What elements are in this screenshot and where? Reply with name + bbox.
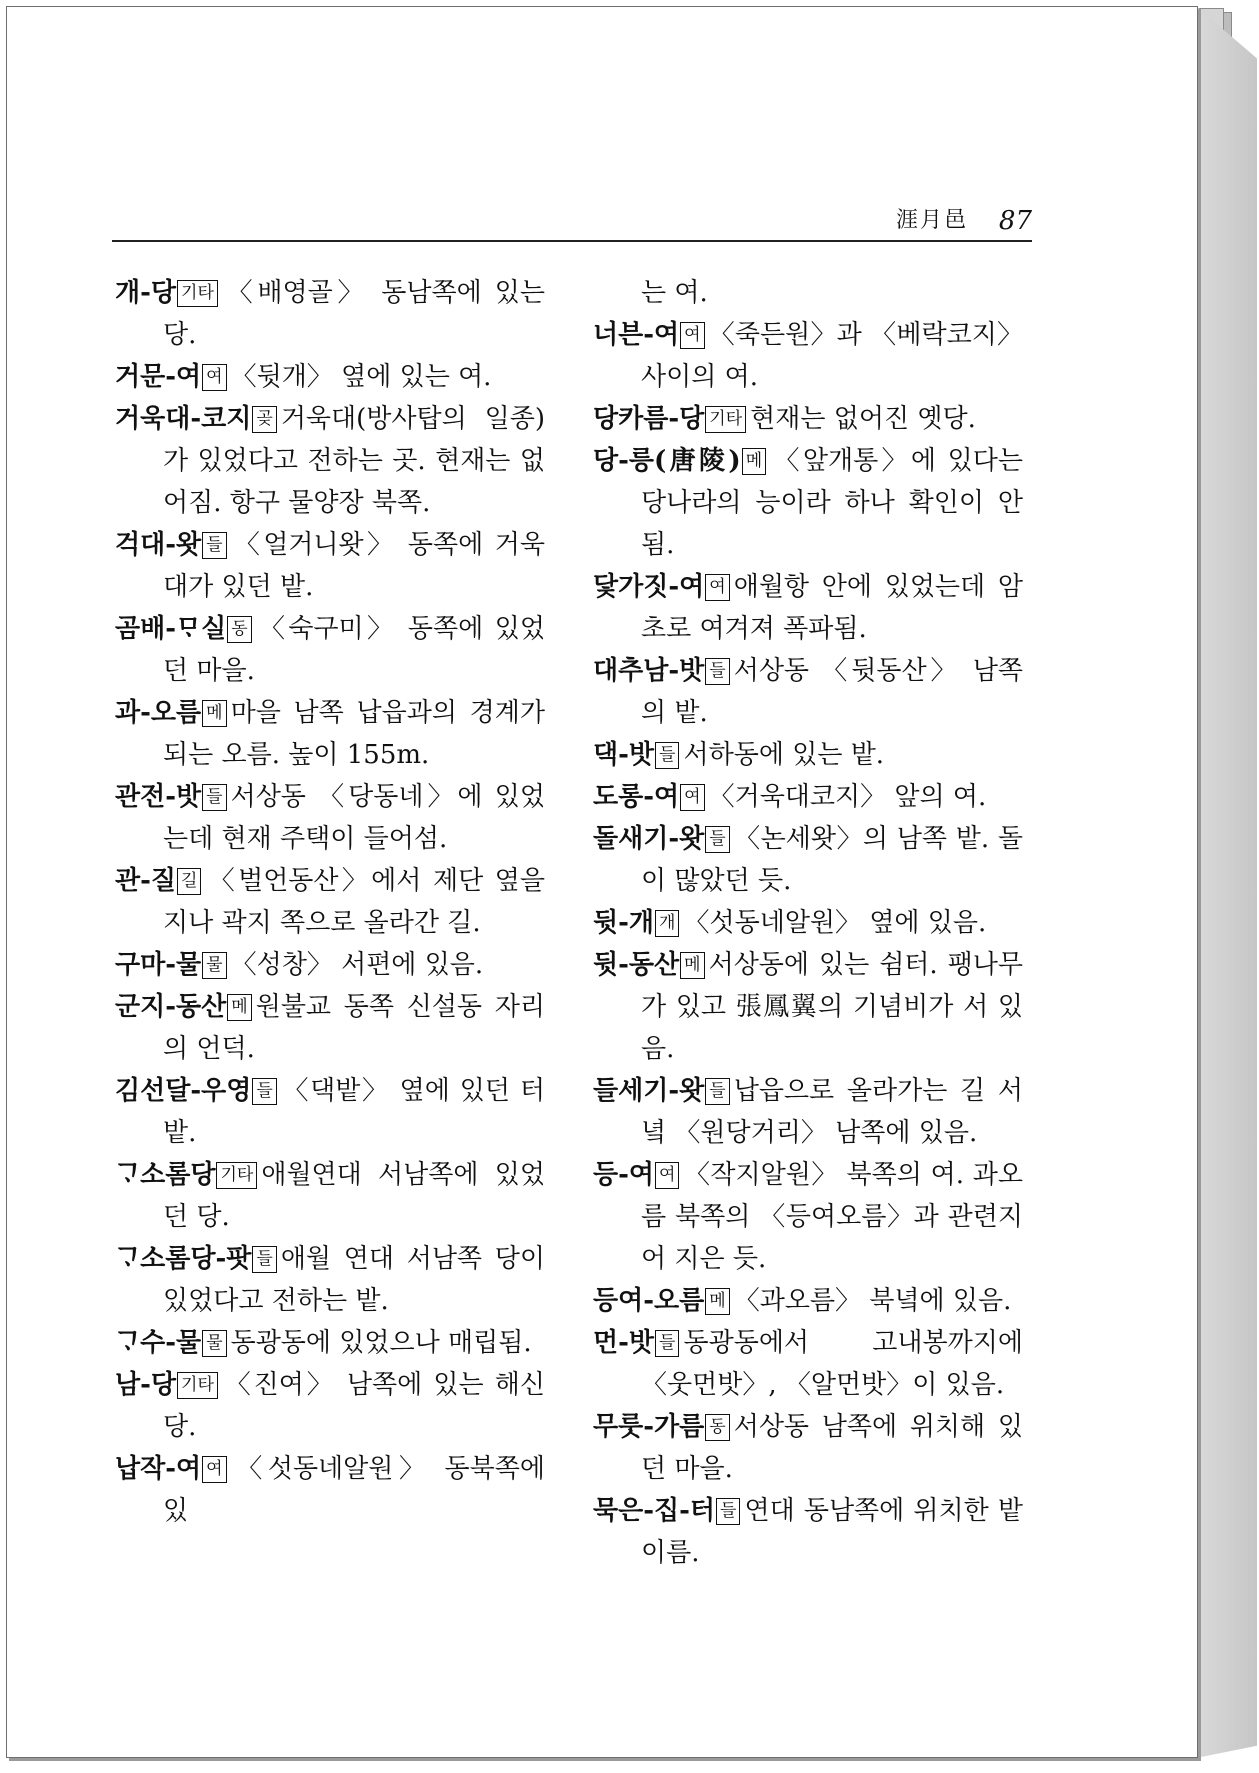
dictionary-entry [593, 1280, 1023, 1322]
dictionary-entry [593, 1490, 1023, 1574]
entry-definition: 〈죽든원〉과 〈베락코지〉 사이의 여. [641, 320, 1023, 392]
entry-headword: 남-당 [115, 1370, 177, 1400]
entry-definition: 애월항 안에 있었는데 암초로 여겨져 폭파됨. [641, 572, 1023, 644]
category-badge: 물 [202, 952, 226, 979]
dictionary-entry [593, 650, 1023, 734]
entry-definition: 서하동에 있는 밭. [683, 740, 885, 770]
chapter-title: 涯月邑 [895, 208, 968, 233]
entry-definition: 거욱대(방사탑의 일종)가 있었다고 전하는 곳. 현재는 없어짐. 항구 물양장 북쪽. [163, 404, 545, 518]
entry-definition: 〈섯동네알원〉 동북쪽에 있 [163, 1454, 545, 1526]
category-badge: 동 [227, 616, 251, 643]
entry-headword: 당카름-당 [593, 404, 705, 434]
category-badge: 메 [705, 1288, 729, 1315]
dictionary-entry [115, 1364, 545, 1448]
dictionary-entry [593, 566, 1023, 650]
running-header [112, 190, 1032, 242]
entry-definition: 〈댁밭〉 옆에 있던 터밭. [163, 1076, 545, 1148]
category-badge: 여 [705, 574, 729, 601]
book-edge [1196, 6, 1257, 1758]
dictionary-entry [115, 860, 545, 944]
entry-definition: 〈뒷개〉 옆에 있는 여. [230, 362, 492, 392]
dictionary-entry [115, 608, 545, 692]
entry-headword: 먼-밧 [593, 1328, 655, 1358]
dictionary-entry [593, 398, 1023, 440]
entry-definition: 애월 연대 서남쪽 당이 있었다고 전하는 밭. [163, 1244, 545, 1316]
category-badge: 여 [202, 364, 226, 391]
dictionary-entry [593, 1322, 1023, 1406]
category-badge: 여 [680, 322, 704, 349]
dictionary-entry [593, 944, 1023, 1070]
entry-headword: 대추남-밧 [593, 656, 705, 686]
category-badge: 들 [705, 658, 729, 685]
entry-headword: 묵은-집-터 [593, 1496, 716, 1526]
entry-headword: 김선달-우영 [115, 1076, 252, 1106]
entry-headword: 관전-밧 [115, 782, 202, 812]
dictionary-entry [115, 1154, 545, 1238]
page-number: 87 [998, 206, 1032, 236]
entry-headword: 들세기-왓 [593, 1076, 705, 1106]
category-badge: 메 [742, 448, 766, 475]
dictionary-entry [115, 1238, 545, 1322]
entry-definition: 동광동에 있었으나 매립됨. [230, 1328, 532, 1358]
category-badge: 기타 [705, 406, 746, 433]
entry-definition: 〈섯동네알원〉 옆에 있음. [683, 908, 987, 938]
entry-definition: 〈벌언동산〉에서 제단 옆을 지나 곽지 쪽으로 올라간 길. [163, 866, 545, 938]
entry-headword: 개-당 [115, 278, 177, 308]
dictionary-entry [593, 440, 1023, 566]
category-badge: 들 [716, 1498, 740, 1525]
entry-definition: 〈과오름〉 북녘에 있음. [733, 1286, 1012, 1316]
dictionary-entry [115, 692, 545, 776]
dictionary-entry [115, 398, 545, 524]
entry-headword: 군지-동산 [115, 992, 227, 1022]
entry-definition: 서상동 남쪽에 위치해 있던 마을. [641, 1412, 1023, 1484]
entry-definition: 〈배영골〉 동남쪽에 있는 당. [163, 278, 545, 350]
category-badge: 메 [680, 952, 704, 979]
entry-headword: 거욱대-코지 [115, 404, 252, 434]
dictionary-entry [593, 818, 1023, 902]
entry-definition: 〈거욱대코지〉 앞의 여. [708, 782, 987, 812]
entry-headword: 뒷-동산 [593, 950, 680, 980]
entry-headword: 과-오름 [115, 698, 202, 728]
entry-definition: 〈숙구미〉 동쪽에 있었던 마을. [163, 614, 545, 686]
dictionary-entry [115, 944, 545, 986]
entry-headword: 돌새기-왓 [593, 824, 705, 854]
entry-definition: 〈논세왓〉의 남쪽 밭. 돌이 많았던 듯. [641, 824, 1023, 896]
dictionary-entry [115, 1070, 545, 1154]
entry-definition: 서상동 〈당동네〉에 있었는데 현재 주택이 들어섬. [163, 782, 545, 854]
entry-definition: 〈얼거니왓〉 동쪽에 거욱대가 있던 밭. [163, 530, 545, 602]
category-badge: 길 [177, 868, 201, 895]
entry-definition: 〈앞개통〉에 있다는 당나라의 능이라 하나 확인이 안됨. [641, 446, 1023, 560]
dictionary-entry [593, 314, 1023, 398]
category-badge: 동 [705, 1414, 729, 1441]
dictionary-entry [115, 1448, 545, 1532]
entry-definition: 동광동에서 고내봉까지에 〈웃먼밧〉, 〈알먼밧〉이 있음. [641, 1328, 1023, 1400]
left-column [115, 272, 545, 1532]
entry-headword: 댁-밧 [593, 740, 655, 770]
entry-headword: ᄀᆞ소롬당-팟 [115, 1244, 252, 1274]
dictionary-entry [115, 1322, 545, 1364]
entry-headword: 도롱-여 [593, 782, 680, 812]
dictionary-entry [115, 776, 545, 860]
entry-headword: 등여-오름 [593, 1286, 705, 1316]
dictionary-entry [593, 1154, 1023, 1280]
entry-headword: 납작-여 [115, 1454, 202, 1484]
entry-definition: 서상동 〈뒷동산〉 남쪽의 밭. [641, 656, 1023, 728]
entry-headword: 곰배-ᄆᆞ실 [115, 614, 227, 644]
entry-headword: ᄀᆞ수-물 [115, 1328, 202, 1358]
category-badge: 여 [655, 1162, 679, 1189]
entry-headword: 등-여 [593, 1160, 655, 1190]
entry-definition: 〈성창〉 서편에 있음. [230, 950, 484, 980]
category-badge: 개 [655, 910, 679, 937]
dictionary-entry [593, 734, 1023, 776]
category-badge: 들 [252, 1078, 276, 1105]
category-badge: 들 [705, 826, 729, 853]
category-badge: 물 [202, 1330, 226, 1357]
category-badge: 곶 [252, 406, 276, 433]
category-badge: 들 [655, 1330, 679, 1357]
dictionary-entry [593, 902, 1023, 944]
right-column [593, 272, 1023, 1574]
entry-headword: 거문-여 [115, 362, 202, 392]
entry-headword: 무룻-가름 [593, 1412, 705, 1442]
category-badge: 여 [680, 784, 704, 811]
entry-definition: 애월연대 서남쪽에 있었던 당. [163, 1160, 545, 1232]
dictionary-entry [115, 524, 545, 608]
category-badge: 들 [655, 742, 679, 769]
entry-definition: 〈진여〉 남쪽에 있는 해신당. [163, 1370, 545, 1442]
entry-headword: 관-질 [115, 866, 177, 896]
dictionary-entry [115, 986, 545, 1070]
entry-definition: 납읍으로 올라가는 길 서녘 〈원당거리〉 남쪽에 있음. [641, 1076, 1023, 1148]
category-badge: 들 [252, 1246, 276, 1273]
entry-headword: 걱대-왓 [115, 530, 202, 560]
entry-definition: 마을 남쪽 납읍과의 경계가 되는 오름. 높이 155m. [163, 698, 545, 770]
category-badge: 기타 [177, 280, 218, 307]
category-badge: 들 [202, 784, 226, 811]
category-badge: 기타 [177, 1372, 218, 1399]
dictionary-entry [593, 776, 1023, 818]
continued-text: 는 여. [641, 278, 708, 308]
entry-definition: 원불교 동쪽 신설동 자리의 언덕. [163, 992, 545, 1064]
entry-headword: 당-릉(唐陵) [593, 446, 741, 476]
category-badge: 기타 [216, 1162, 257, 1189]
entry-headword: ᄀᆞ소롬당 [115, 1160, 216, 1190]
entry-definition: 연대 동남쪽에 위치한 밭 이름. [641, 1496, 1023, 1568]
dictionary-entry [115, 272, 545, 356]
category-badge: 메 [227, 994, 251, 1021]
dictionary-entry [593, 1406, 1023, 1490]
entry-definition: 서상동에 있는 쉼터. 팽나무가 있고 張鳳翼의 기념비가 서 있음. [641, 950, 1023, 1064]
entry-headword: 뒷-개 [593, 908, 655, 938]
dictionary-entry [593, 1070, 1023, 1154]
entry-headword: 닻가짓-여 [593, 572, 705, 602]
entry-headword: 구마-물 [115, 950, 202, 980]
category-badge: 들 [202, 532, 226, 559]
dictionary-entry [115, 356, 545, 398]
entry-definition: 현재는 없어진 옛당. [750, 404, 976, 434]
entry-definition: 〈작지알원〉 북쪽의 여. 과오름 북쪽의 〈등여오름〉과 관련지어 지은 듯. [641, 1160, 1023, 1274]
entry-headword: 너븐-여 [593, 320, 680, 350]
category-badge: 여 [202, 1456, 226, 1483]
category-badge: 들 [705, 1078, 729, 1105]
category-badge: 메 [202, 700, 226, 727]
